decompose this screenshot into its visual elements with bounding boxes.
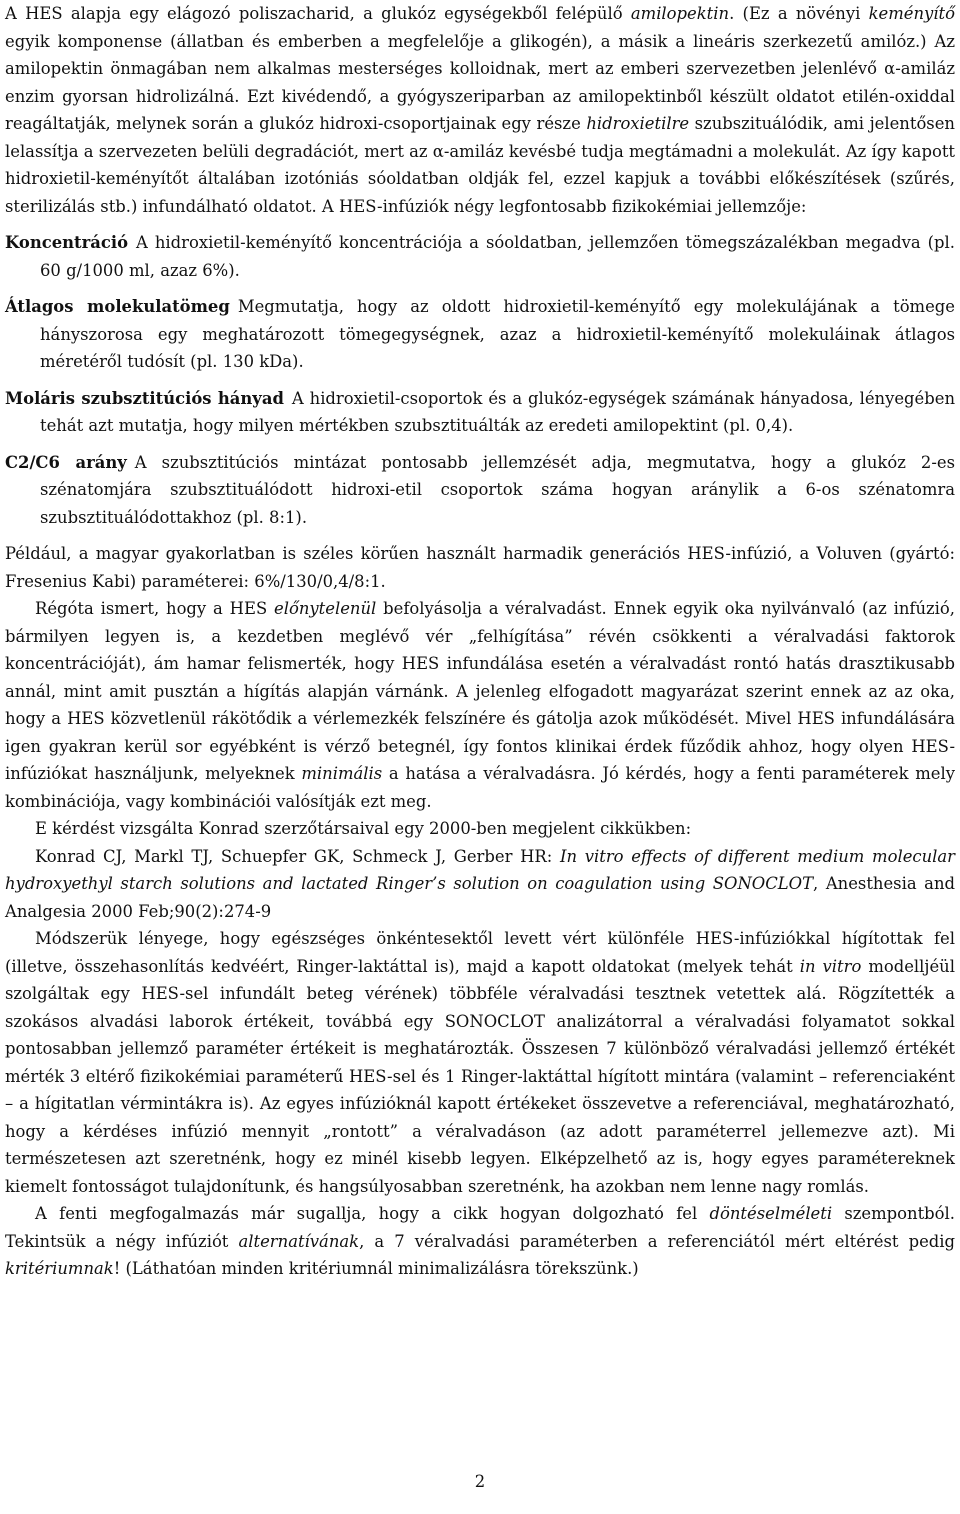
description-text: Megmutatja, hogy az oldott hidroxietil-keményítő egy molekulájának a tömege hányszorosa egy meghatározott tömegegységnek, azaz a hidroxietil-keményítő molekuláinak átlagos méretéről tudósít (pl. 130 kDa). [40,297,955,371]
body-paragraph-konrad: E kérdést vizsgálta Konrad szerzőtársaival egy 2000-ben megjelent cikkükben: [35,819,692,838]
body-paragraph-decision-theory: A fenti megfogalmazás már sugallja, hogy a cikk hogyan dolgozható fel döntéselméleti szempontból. Tekintsük a négy infúziót alternatívának, a 7 véralvadási paraméterben a referenciától mért eltérést pedig kritériumnak! (Láthatóan minden kritériumnál minimalizálásra törekszünk.) [5,1204,955,1278]
citation [5,843,955,926]
description-text: A szubsztitúciós mintázat pontosabb jellemzését adja, megmutatva, hogy a glukóz 2-es szénatomjára szubsztituálódott hidroxi-etil csoportok száma hogyan aránylik a 6-os szénatomra szubsztituálódottakhoz (pl. 8:1). [40,452,955,527]
body-paragraph-method: Módszerük lényege, hogy egészséges önkéntesektől levett vért különféle HES-infúziókkal hígítottak fel (illetve, összehasonlítás kedvéért, Ringer-laktáttal is), majd a kapott oldatokat (melyek tehát in vitro modelljéül szolgáltak egy HES-sel infundált beteg vérének) többféle véralvadási tesztnek vetettek alá. Rögzítették a szokásos alvadási laborok értékeit, továbbá egy SONOCLOT analizátorral a véralvadási folyamatot sokkal pontosabban jellemző paraméter értékeit is meghatározták. Összesen 7 különböző véralvadási jellemző értékét mérték 3 eltérő fizikokémiai paraméterű HES-sel és 1 Ringer-laktáttal hígított mintára (valamint – referenciaként – a hígitatlan vérmintákra is). Az egyes infúzióknál kapott értékeket összevetve a referenciával, meghatározható, hogy a kérdéses infúzió mennyit „rontott” a véralvadáson (az adott paraméterrel jellemezve azt). Mi természetesen azt szeretnénk, hogy ez minél kisebb legyen. Elképzelhető az is, hogy egyes paramétereknek kiemelt fontosságot tulajdonítunk, és hangsúlyosabban szeretnénk, ha azokban nem lenne nagy romlás. [5,929,955,1196]
description-term: Moláris szubsztitúciós hányad [5,388,284,408]
description-term: Átlagos molekulatömeg [5,297,230,316]
description-item-concentration [5,229,955,284]
description-text: A hidroxietil-csoportok és a glukóz-egységek számának hányadosa, lényegében tehát azt mutatja, hogy milyen mértékben szubsztituálták az eredeti amilopektint (pl. 0,4). [40,388,955,435]
citation-title: In vitro effects of different medium molecular hydroxyethyl starch solutions and lactated Ringer’s solution on coagulation using SONOCLOT [5,846,955,893]
citation-authors: Konrad CJ, Markl TJ, Schuepfer GK, Schmeck J, Gerber HR: [35,846,560,866]
description-item-c2-c6-ratio [5,449,955,532]
description-item-molecular-weight [5,293,955,376]
body-paragraph-coagulation: Régóta ismert, hogy a HES előnytelenül befolyásolja a véralvadást. Ennek egyik oka nyilvánvaló (az infúzió, bármilyen legyen is, a kezdetben meglévő vér „felhígítása” révén csökkenti a véralvadási faktorok koncentrációját), ám hamar felismerték, hogy HES infundálása esetén a véralvadást rontó hatás drasztikusabb annál, mint amit pusztán a hígítás alapján várnánk. A jelenleg elfogadott magyarázat szerint ennek az az oka, hogy a HES közvetlenül rákötődik a vérlemezkék felszínére és gátolja azok működését. Mivel HES infundálására igen gyakran kerül sor egyébként is vérző betegnél, így fontos klinikai érdek fűződik ahhoz, hogy olyen HES-infúziókat használjunk, melyeknek minimális a hatása a véralvadásra. Jó kérdés, hogy a fenti paraméterek mely kombinációja, vagy kombinációi valósítják ezt meg. [5,599,956,811]
example-paragraph: Például, a magyar gyakorlatban is széles körűen használt harmadik generációs HES-infúzió, a Voluven (gyártó: Fresenius Kabi) paraméterei: 6%/130/0,4/8:1. [5,544,955,591]
description-text: A hidroxietil-keményítő koncentrációja a sóoldatban, jellemzően tömegszázalékban megadva (pl. 60 g/1000 ml, azaz 6%). [40,233,955,280]
citation-journal: , Anesthesia and Analgesia 2000 Feb;90(2):274-9 [5,874,956,921]
description-term: C2/C6 arány [5,452,127,472]
description-item-molar-substitution [5,385,955,440]
page-number: 2 [474,1472,486,1491]
description-term: Koncentráció [5,233,129,252]
intro-paragraph: A HES alapja egy elágozó poliszacharid, a glukóz egységekből felépülő amilopektin. (Ez a növényi keményítő egyik komponense (állatban és emberben a megfelelője a glikogén), a másik a lineáris szerkezetű amilóz.) Az amilopektin önmagában nem alkalmas mesterséges kolloidnak, mert az emberi szervezetben jelenlévő α-amiláz enzim gyorsan hidrolizálná. Ezt kivédendő, a gyógyszeriparban az amilopektinből készült oldatot etilén-oxiddal reagáltatják, melynek során a glukóz hidroxi-csoportjainak egy része hidroxietilre szubszituálódik, ami jelentősen lelassítja a szervezeten belüli degradációt, mert az α-amiláz kevésbé tudja megtámadni a molekulát. Az így kapott hidroxietil-keményítőt általában izotóniás sóoldatban oldják fel, ezzel kapjuk a további előkészítések (szűrés, sterilizálás stb.) infundálható oldatot. A HES-infúziók négy legfontosabb fizikokémiai jellemzője: [5,4,955,216]
document-page [5,0,955,1283]
